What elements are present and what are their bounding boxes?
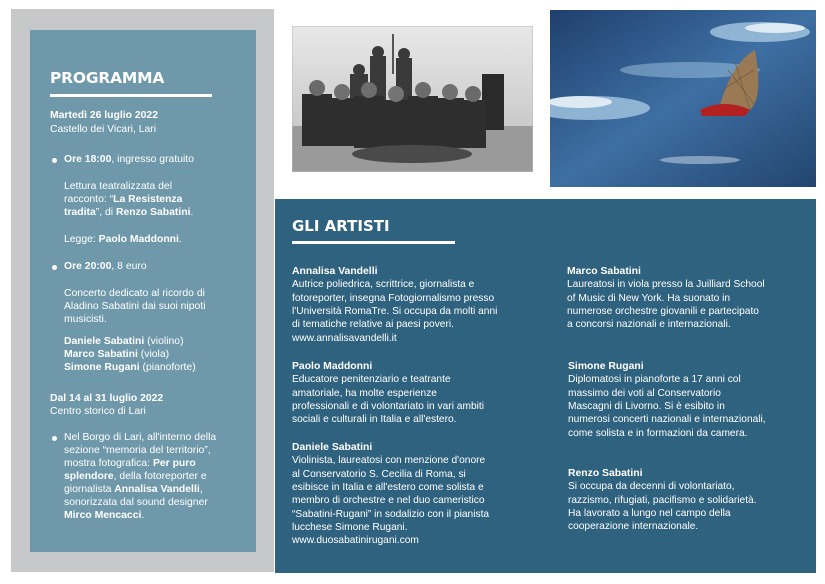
bullet-slot2	[52, 265, 57, 270]
event1-date: Martedì 26 luglio 2022	[50, 110, 158, 121]
event2-line6: sonorizzata dal sound designer	[64, 497, 208, 508]
slot2-desc-line2: Aladino Sabatini dai suoi nipoti	[64, 301, 206, 312]
performer-1: Daniele Sabatini (violino)	[64, 336, 184, 347]
artist-paolo-maddonni	[292, 360, 484, 427]
artist-bio-line: lucchese Simone Rugani.	[292, 521, 408, 533]
artist-bio-line: a concorsi nazionali e internazionali.	[567, 319, 731, 331]
sea-photo-illustration	[550, 10, 816, 187]
bullet-slot1	[52, 158, 57, 163]
artist-website-link[interactable]: www.duosabatinirugani.com	[292, 535, 419, 547]
artist-bio-line: amatoriale, ha molte esperienze	[292, 387, 437, 399]
artist-bio-line: l'Università RomaTre. Si occupa da molti anni	[292, 306, 498, 317]
artist-renzo-sabatini	[568, 467, 757, 534]
event2-line5: giornalista Annalisa Vandelli,	[64, 484, 203, 495]
artist-name: Annalisa Vandelli	[292, 266, 378, 277]
performer-2: Marco Sabatini (viola)	[64, 349, 170, 360]
slot1-desc-line2: racconto: “La Resistenza	[64, 194, 183, 205]
artist-name: Simone Rugani	[568, 361, 644, 372]
artist-website-link[interactable]: www.annalisavandelli.it	[292, 332, 397, 344]
artist-bio-line: of Music di New York. Ha suonato in	[567, 292, 731, 304]
slot1-reader: Legge: Paolo Maddonni.	[64, 234, 182, 245]
event2-line2: sezione “memoria del territorio”,	[64, 445, 211, 456]
artist-bio-line: Laureatosi in viola presso la Juilliard School	[567, 279, 765, 291]
artist-name: Marco Sabatini	[567, 266, 641, 277]
artist-bio-line: Autrice poliedrica, scrittrice, giornalista e	[292, 279, 475, 291]
programma-panel	[30, 30, 256, 552]
event2-place: Centro storico di Lari	[50, 406, 146, 417]
bullet-event2	[52, 436, 57, 441]
artist-bio-line: fotoreporter, insegna Fotogiornalismo presso	[292, 292, 495, 304]
historical-group-photo	[292, 26, 533, 172]
artist-bio-line: Diplomatosi in pianoforte a 17 anni col	[568, 374, 741, 386]
artist-bio-line: Mascagni di Livorno. Si è esibito in	[568, 401, 725, 412]
artist-bio-line: “Sabatini-Rugani” in sodalizio con il pianista	[292, 508, 490, 520]
slot2-desc-line1: Concerto dedicato al ricordo di	[64, 288, 205, 299]
artist-annalisa-vandelli	[292, 265, 497, 345]
artist-bio-line: Ha lavorato a lungo nel campo della	[568, 508, 731, 519]
artist-bio-line: razzismo, rifugiati, pacifismo e solidarietà.	[568, 494, 757, 506]
event2-date: Dal 14 al 31 luglio 2022	[50, 393, 164, 404]
artisti-panel	[275, 199, 816, 573]
programma-title: PROGRAMMA	[50, 69, 165, 87]
artist-bio-line: al Conservatorio S. Cecilia di Roma, si	[292, 468, 466, 480]
artist-simone-rugani	[568, 360, 766, 440]
artist-name: Renzo Sabatini	[568, 468, 643, 479]
slot2-desc-line3: musicisti.	[64, 314, 107, 325]
artist-bio-line: di tematiche relative ai paesi poveri.	[292, 319, 454, 331]
slot1-desc-line1: Lettura teatralizzata del	[64, 181, 173, 192]
event2-line7: Mirco Mencacci.	[64, 510, 145, 521]
performer-3: Simone Rugani (pianoforte)	[64, 362, 196, 373]
artist-bio-line: numerose orchestre giovanili e partecipato	[567, 306, 759, 317]
event2-line3: mostra fotografica: Per puro	[64, 458, 196, 469]
artisti-title: GLI ARTISTI	[292, 217, 390, 235]
event2-line1: Nel Borgo di Lari, all'interno della	[64, 432, 217, 443]
artist-bio-line: Educatore penitenziario e teatrante	[292, 374, 451, 386]
event2-line4: splendore, della fotoreporter e	[64, 471, 207, 482]
sea-net-photo	[550, 10, 816, 187]
slot1-time: Ore 18:00, ingresso gratuito	[64, 154, 194, 165]
artist-bio-line: come solista e in formazioni da camera.	[568, 427, 748, 439]
slot2-time: Ore 20:00, 8 euro	[64, 261, 147, 272]
slot1-desc-line3: tradita”, di Renzo Sabatini.	[64, 207, 194, 218]
artist-bio-line: esibisce in Italia e all'estero come solista e	[292, 482, 484, 493]
artist-daniele-sabatini	[292, 441, 489, 547]
event1-place: Castello dei Vicari, Lari	[50, 124, 157, 135]
programma-title-underline	[50, 94, 212, 97]
artisti-title-underline	[292, 241, 455, 244]
artist-bio-line: Violinista, laureatosi con menzione d'onore	[292, 455, 486, 467]
artist-name: Daniele Sabatini	[292, 442, 373, 453]
artist-bio-line: professionali e di volontariato in vari ambiti	[292, 401, 484, 412]
artist-bio-line: massimo dei voti al Conservatorio	[568, 387, 721, 399]
historical-photo-illustration	[292, 26, 533, 172]
artist-bio-line: cooperazione internazionale.	[568, 521, 699, 533]
artist-bio-line: numerosi concerti nazionali e internazionali,	[568, 414, 766, 426]
artist-bio-line: sociali e culturali in Italia e all'estero.	[292, 414, 457, 426]
artist-bio-line: Si occupa da decenni di volontariato,	[568, 481, 735, 493]
artist-bio-line: membro di orchestre e nel duo cameristico	[292, 495, 485, 507]
artist-name: Paolo Maddonni	[292, 361, 373, 372]
artist-marco-sabatini	[567, 265, 765, 332]
